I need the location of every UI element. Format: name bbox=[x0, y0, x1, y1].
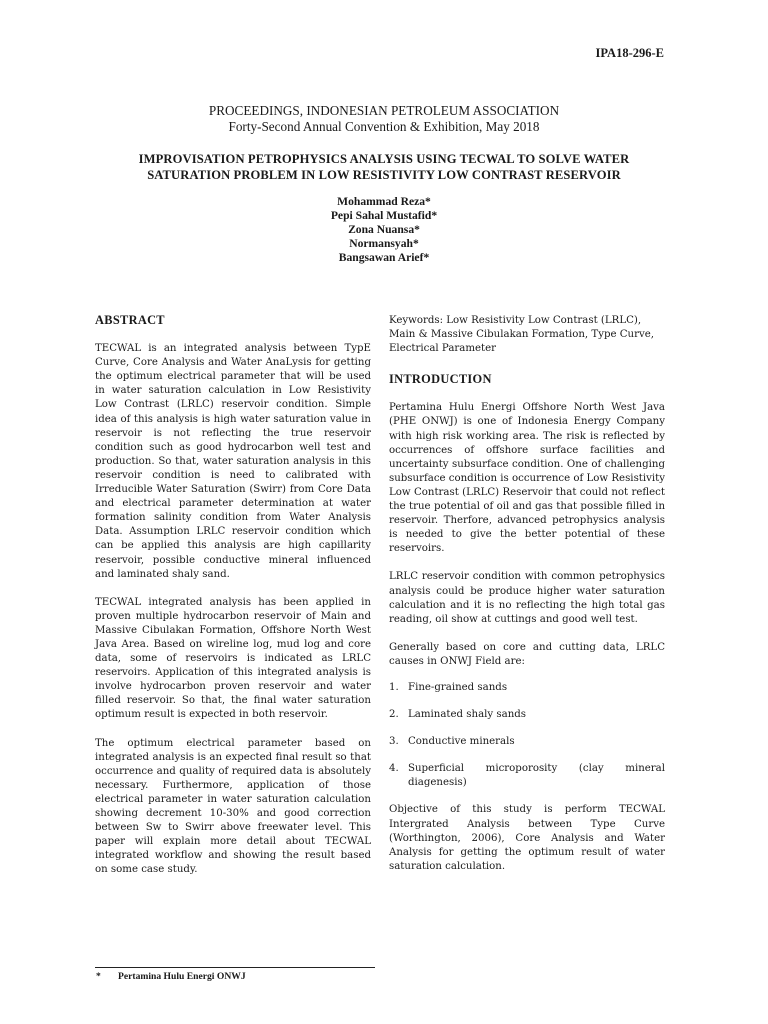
lrlc-causes-list bbox=[389, 681, 665, 790]
abstract-paragraph: TECWAL is an integrated analysis between TypE Curve, Core Analysis and Water AnaLysis for getting the optimum electrical parameter that will be used in water saturation calculation in Low Resistivity Low Contrast (LRLC) reservoir condition. Simple idea of this analysis is high water saturation value in reservoir is not reflecting the true reservoir condition such as good hydrocarbon well test and production. So that, water saturation analysis in this reservoir condition is need to calibrated with Irreducible Water Saturation (Swirr) from Core Data and electrical parameter determination at water formation salinity condition from Water Analysis Data. Assumption LRLC reservoir condition which can be applied this analysis are high capillarity reservoir, possible conductive mineral influenced and laminated shaly sand. bbox=[95, 343, 371, 580]
conference-name: PROCEEDINGS, INDONESIAN PETROLEUM ASSOCIATION bbox=[208, 103, 560, 118]
left-column bbox=[95, 312, 371, 891]
footnote-mark: * bbox=[96, 971, 101, 982]
right-column bbox=[389, 314, 665, 888]
list-item bbox=[389, 708, 665, 722]
intro-paragraph: Generally based on core and cutting data, LRLC causes in ONWJ Field are: bbox=[389, 641, 665, 667]
author: Bangsawan Arief* bbox=[338, 251, 430, 264]
intro-paragraph: LRLC reservoir condition with common petrophysics analysis could be produce higher water saturation calculation and it is no reflecting the high total gas reading, oil show at cuttings and good well test. bbox=[389, 571, 665, 625]
footnote-affiliation: Pertamina Hulu Energi ONWJ bbox=[118, 971, 246, 982]
paper-title-line-2: SATURATION PROBLEM IN LOW RESISTIVITY LOW CONTRAST RESERVOIR bbox=[147, 168, 621, 182]
author: Zona Nuansa* bbox=[348, 223, 420, 236]
list-number: 4. bbox=[389, 763, 399, 775]
list-text: Fine-grained sands bbox=[408, 681, 508, 693]
author: Normansyah* bbox=[349, 237, 419, 250]
keywords: Keywords: Low Resistivity Low Contrast (LRLC), Main & Massive Cibulakan Formation, Type Curve, Electrical Parameter bbox=[389, 315, 654, 355]
paper-title-line-1: IMPROVISATION PETROPHYSICS ANALYSIS USING TECWAL TO SOLVE WATER bbox=[138, 152, 630, 166]
footnote bbox=[96, 971, 246, 982]
paper-id: IPA18-296-E bbox=[595, 46, 664, 60]
abstract-heading: ABSTRACT bbox=[95, 313, 165, 327]
footnote-divider bbox=[95, 967, 375, 968]
list-text: Conductive minerals bbox=[408, 736, 515, 748]
conference-header bbox=[0, 103, 768, 135]
paper-title bbox=[96, 151, 672, 183]
list-item bbox=[389, 681, 665, 695]
author-list bbox=[0, 195, 768, 265]
intro-paragraph: Objective of this study is perform TECWAL Intergrated Analysis between Type Curve (Worthington, 2006), Core Analysis and Water Analysis for getting the optimum result of water saturation calculation. bbox=[389, 804, 665, 872]
list-item bbox=[389, 735, 665, 749]
list-number: 2. bbox=[389, 709, 399, 721]
author: Mohammad Reza* bbox=[337, 195, 431, 208]
list-number: 1. bbox=[389, 681, 399, 693]
list-item bbox=[389, 762, 665, 790]
introduction-heading: INTRODUCTION bbox=[389, 372, 492, 387]
abstract-paragraph: The optimum electrical parameter based on integrated analysis is an expected final result so that occurrence and quality of required data is absolutely necessary. Furthermore, application of those electrical parameter in water saturation calculation showing decrement 10-30% and good correction between Sw to Swirr above freewater level. This paper will explain more detail about TECWAL integrated workflow and showing the result based on some case study. bbox=[95, 737, 371, 876]
list-number: 3. bbox=[389, 736, 399, 748]
list-text: Superficial microporosity (clay mineral diagenesis) bbox=[408, 763, 665, 789]
intro-paragraph: Pertamina Hulu Energi Offshore North West Java (PHE ONWJ) is one of Indonesia Energy Company with high risk working area. The risk is reflected by occurrences of offshore surface facilities and uncertainty subsurface condition. One of challenging subsurface condition is occurrence of Low Resistivity Low Contrast (LRLC) Reservoir that could not reflect the true potential of oil and gas that possible filled in reservoir. Therfore, advanced petrophysics analysis is needed to give the better potential of these reservoirs. bbox=[389, 402, 666, 555]
abstract-paragraph: TECWAL integrated analysis has been applied in proven multiple hydrocarbon reservoir of Main and Massive Cibulakan Formation, Offshore North West Java Area. Based on wireline log, mud log and core data, some of reservoirs is indicated as LRLC reservoirs. Application of this integrated analysis is involve hydrocarbon proven reservoir and water filled reservoir. So that, the final water saturation optimum result is expected in both reservoir. bbox=[95, 596, 371, 721]
list-text: Laminated shaly sands bbox=[408, 709, 527, 721]
author: Pepi Sahal Mustafid* bbox=[330, 209, 438, 222]
conference-event: Forty-Second Annual Convention & Exhibition, May 2018 bbox=[228, 119, 540, 134]
